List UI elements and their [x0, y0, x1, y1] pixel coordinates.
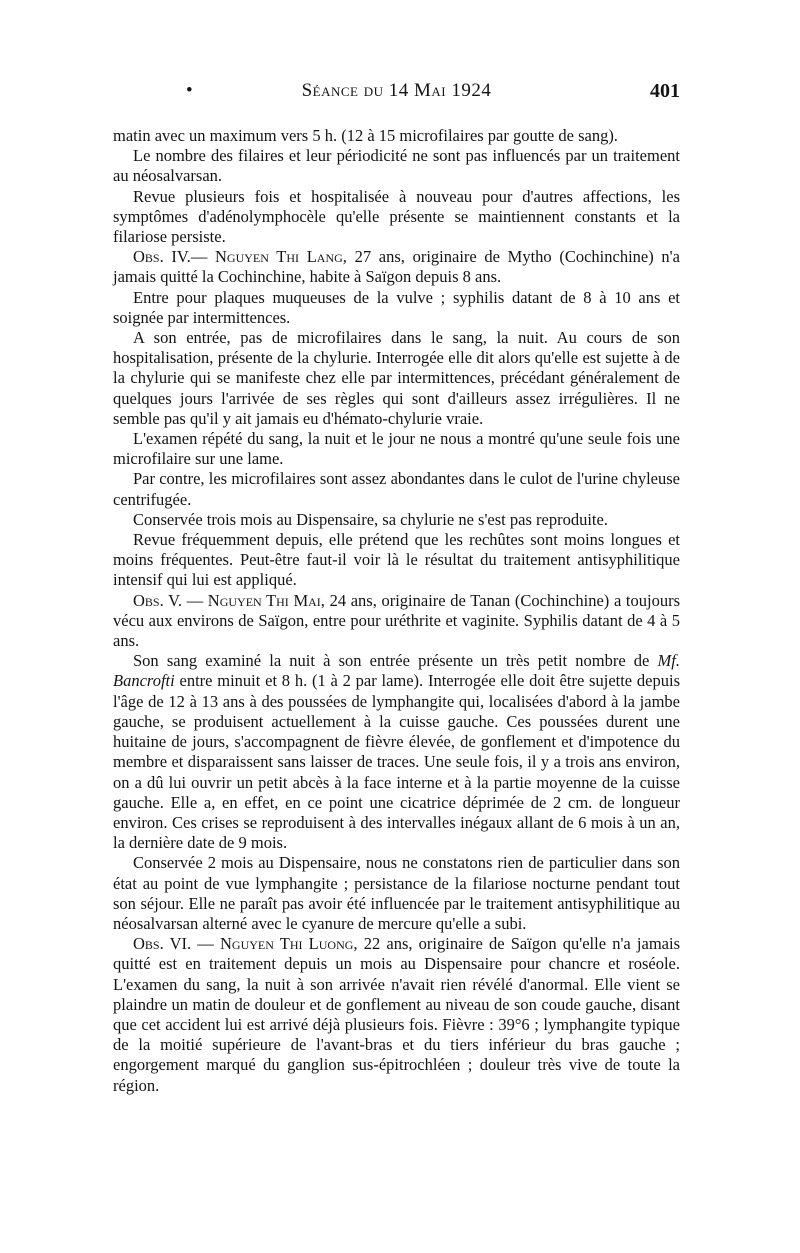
paragraph: Par contre, les microfilaires sont assez abondantes dans le culot de l'urine chyleuse centrifugée.: [113, 469, 680, 509]
header-title: Séance du 14 Mai 1924: [301, 80, 492, 101]
patient-name: Nguyen Thi Lang: [215, 247, 343, 267]
patient-name: Nguyen Thi Mai: [207, 590, 321, 610]
paragraph: L'examen répété du sang, la nuit et le jour ne nous a montré qu'une seule fois une microfilaire sur une lame.: [113, 429, 680, 469]
observation-paragraph: Obs. VI. — Nguyen Thi Luong, 22 ans, originaire de Saïgon qu'elle n'a jamais quitté est en traitement depuis un mois au Dispensaire pour chancre et roséole. L'examen du sang, la nuit à son arrivée n'avait rien révélé d'anormal. Elle vient se plaindre un matin de douleur et de gonflement au niveau de son coude gauche, disant que cet accident lui est arrivé déjà plusieurs fois. Fièvre : 39°6 ; lymphangite typique de la moitié supérieure de l'avant-bras et du tiers inférieur du bras gauche ; engorgement marqué du ganglion sus-épitrochléen ; douleur très vive de toute la région.: [113, 934, 680, 1095]
paragraph: matin avec un maximum vers 5 h. (12 à 15 microfilaires par goutte de sang).: [113, 126, 618, 145]
paragraph: Conservée trois mois au Dispensaire, sa chylurie ne s'est pas reproduite.: [133, 509, 608, 529]
running-header: [113, 80, 680, 110]
body-text: [113, 126, 680, 1096]
paragraph: Revue plusieurs fois et hospitalisée à nouveau pour d'autres affections, les symptômes d'adénolymphocèle qu'elle présente se maintiennent constants et la filariose persiste.: [113, 186, 680, 247]
patient-name: Nguyen Thi Luong: [219, 934, 354, 954]
species-name: Mf. Bancrofti: [113, 651, 681, 691]
paragraph: Son sang examiné la nuit à son entrée présente un très petit nombre de Mf. Bancrofti entre minuit et 8 h. (1 à 2 par lame). Interrogée elle doit être sujette depuis l'âge de 12 à 13 ans à des poussées de lymphangite qui, localisées d'abord à la jambe gauche, se produisent actuellement à la cuisse gauche. Ces poussées durent une huitaine de jours, s'accompagnent de fièvre élevée, de gonflement et d'impotence du membre et disparaissent sans laisser de traces. Une seule fois, il y a trois ans environ, on a dû lui ouvrir un petit abcès à la face interne et à la partie moyenne de la cuisse gauche. Elle a, en effet, en ce point une cicatrice déprimée de 2 cm. de longueur environ. Ces crises se reproduisent à des intervalles inégaux allant de 6 mois à un an, la dernière date de 9 mois.: [113, 651, 681, 853]
paragraph: A son entrée, pas de microfilaires dans le sang, la nuit. Au cours de son hospitalisation, présente de la chylurie. Interrogée elle dit alors qu'elle est sujette à de la chylurie qui se manifeste chez elle par intermittences, précédant généralement de quelques jours l'arrivée de ses règles qui sont d'ailleurs assez irrégulières. Il ne semble pas qu'il y ait jamais eu d'hémato-chylurie vraie.: [113, 328, 680, 428]
page-number: 401: [650, 80, 680, 102]
paragraph: Revue fréquemment depuis, elle prétend que les rechûtes sont moins longues et moins fréquentes. Peut-être faut-il voir là le résultat du traitement antisyphilitique intensif qui lui est appliqué.: [113, 530, 680, 590]
observation-label: Obs. IV.: [133, 247, 191, 267]
paragraph: Entre pour plaques muqueuses de la vulve ; syphilis datant de 8 à 10 ans et soignée par intermittences.: [113, 287, 680, 327]
paragraph: Le nombre des filaires et leur périodicité ne sont pas influencés par un traitement au néosalvarsan.: [113, 146, 680, 186]
observation-label: Obs. VI.: [133, 934, 192, 954]
header-dot: •: [186, 80, 193, 101]
paragraph: Conservée 2 mois au Dispensaire, nous ne constatons rien de particulier dans son état au point de vue lymphangite ; persistance de la filariose nocturne pendant tout son séjour. Elle ne paraît pas avoir été influencée par le traitement antisyphilitique au néosalvarsan alterné avec le cyanure de mercure qu'elle a subi.: [113, 853, 680, 933]
observation-label: Obs. V.: [133, 590, 182, 610]
observation-paragraph: Obs. IV.— Nguyen Thi Lang, 27 ans, originaire de Mytho (Cochinchine) n'a jamais quitté la Cochinchine, habite à Saïgon depuis 8 ans.: [113, 247, 680, 287]
observation-paragraph: Obs. V. — Nguyen Thi Mai, 24 ans, originaire de Tanan (Cochinchine) a toujours vécu aux environs de Saïgon, entre pour uréthrite et vaginite. Syphilis datant de 4 à 5 ans.: [113, 590, 681, 651]
